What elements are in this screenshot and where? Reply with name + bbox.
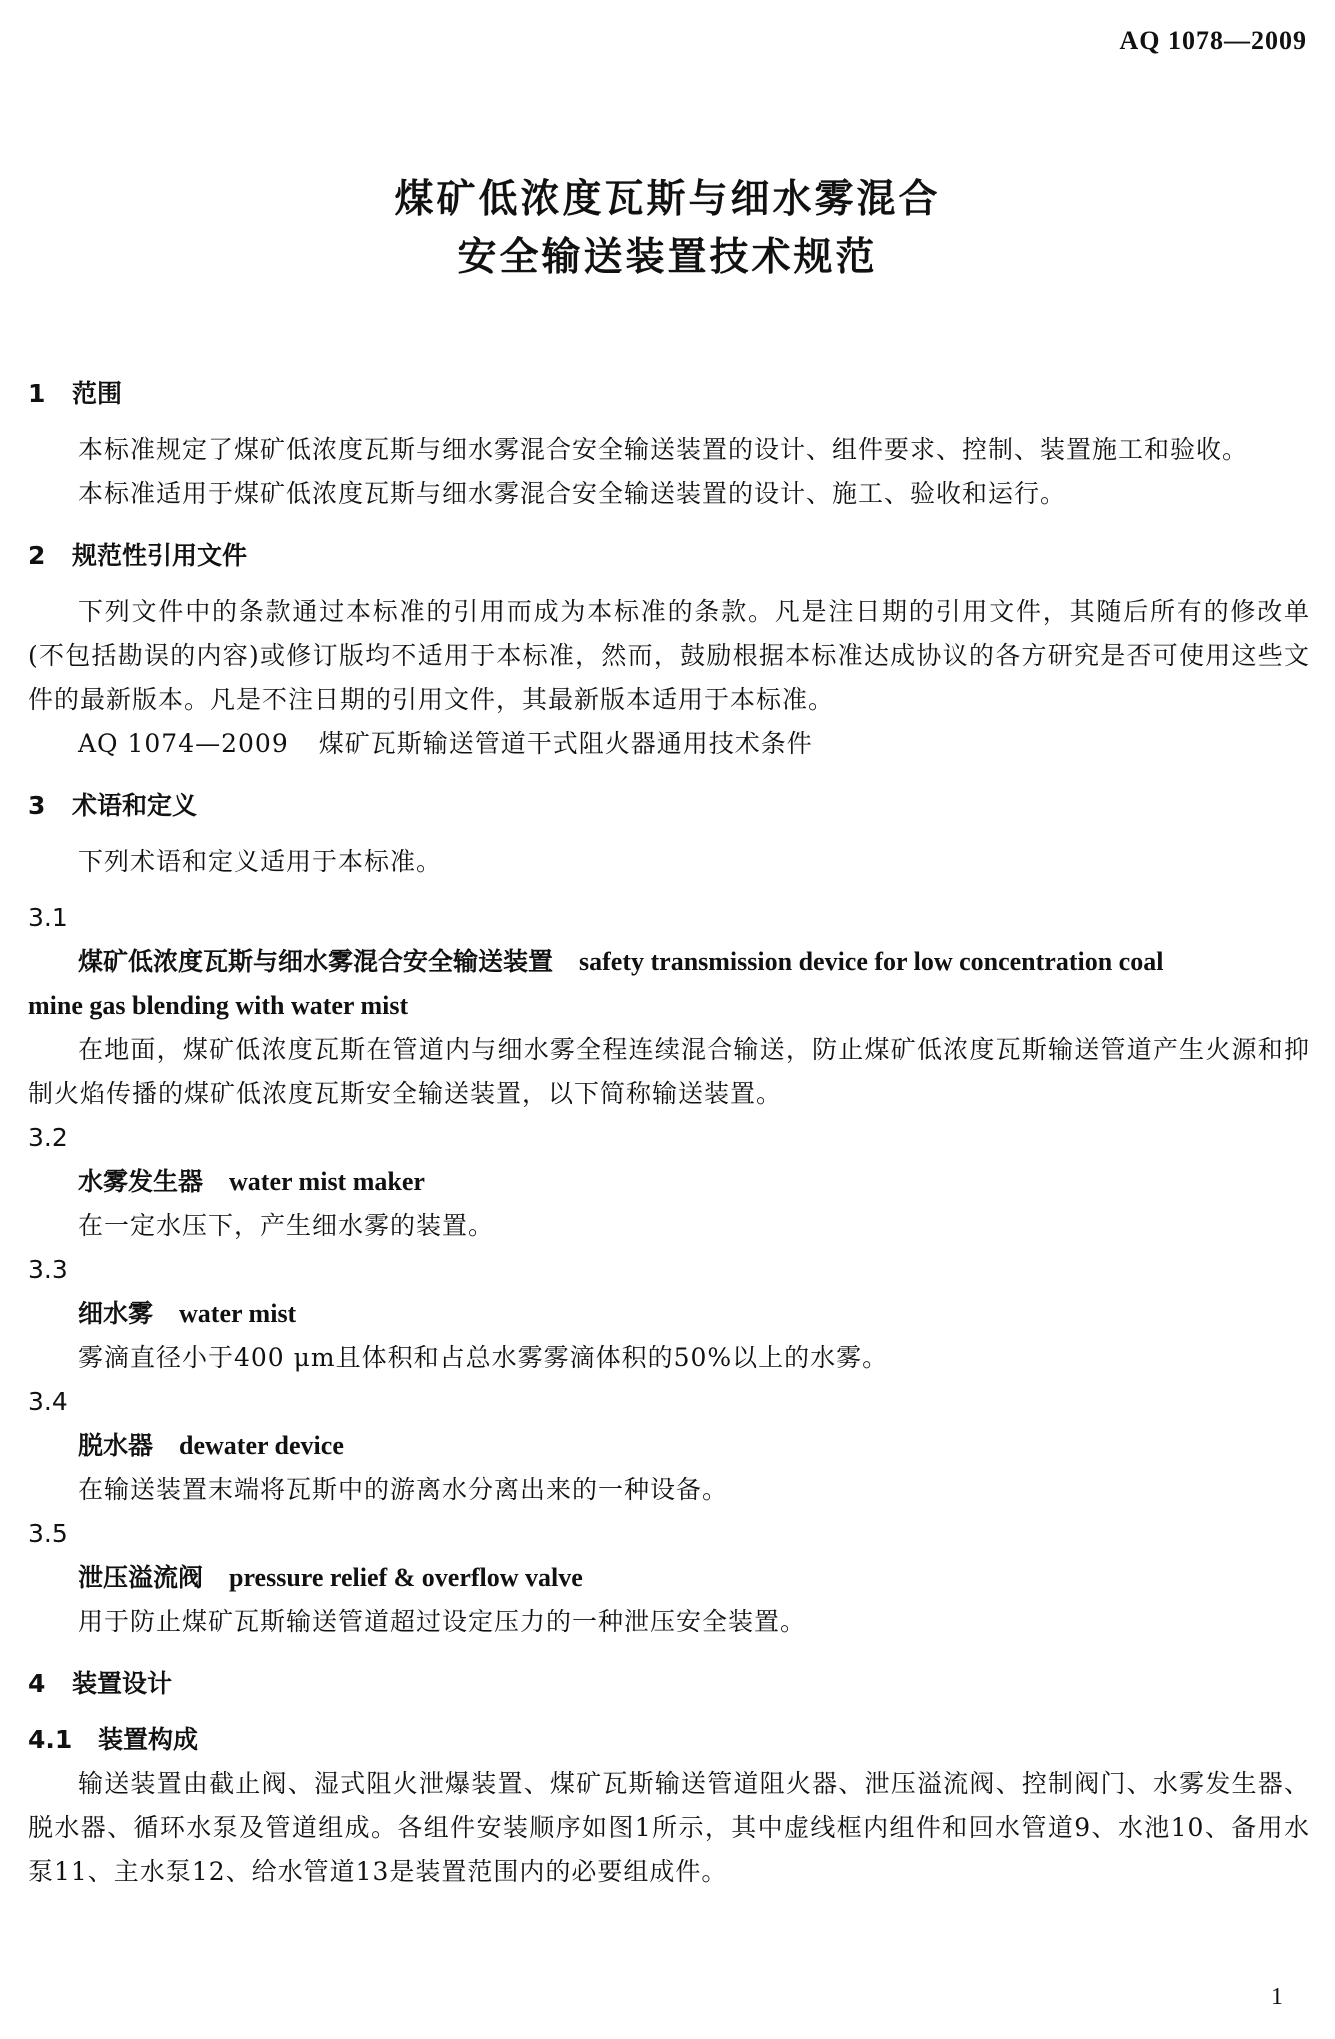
term-chinese: 细水雾: [78, 1299, 154, 1328]
page-number: 1: [1271, 1984, 1283, 2010]
term-english: safety transmission device for low concentration coal: [579, 947, 1164, 976]
reference-title: 煤矿瓦斯输送管道干式阻火器通用技术条件: [318, 729, 813, 758]
section-1-paragraph-1: 本标准规定了煤矿低浓度瓦斯与细水雾混合安全输送装置的设计、组件要求、控制、装置施工和验收。: [78, 435, 1249, 464]
reference-code: AQ 1074—2009: [78, 729, 289, 758]
clause-number: 3.4: [28, 1387, 68, 1416]
section-3-intro: 下列术语和定义适用于本标准。: [78, 847, 443, 876]
term-chinese: 泄压溢流阀: [78, 1563, 204, 1592]
section-4-paragraph-1: 输送装置由截止阀、湿式阻火泄爆装置、煤矿瓦斯输送管道阻火器、泄压溢流阀、控制阀门、水雾发生器、脱水器、循环水泵及管道组成。各组件安装顺序如图1所示，其中虚线框内组件和回水管道9、水池10、备用水泵11、主水泵12、给水管道13是装置范围内的必要组成件。: [28, 1769, 1310, 1886]
section-4-heading: [28, 1662, 1310, 1706]
term-definition: 雾滴直径小于400 μm且体积和占总水雾雾滴体积的50%以上的水雾。: [78, 1343, 889, 1372]
term-english: pressure relief & overflow valve: [229, 1563, 583, 1592]
section-title: 规范性引用文件: [72, 541, 248, 570]
section-title: 装置设计: [72, 1669, 173, 1698]
term-chinese: 水雾发生器: [78, 1167, 204, 1196]
section-title: 范围: [72, 379, 123, 408]
term-english-continued: mine gas blending with water mist: [28, 991, 409, 1020]
term-definition: 在输送装置末端将瓦斯中的游离水分离出来的一种设备。: [78, 1475, 729, 1504]
section-number: 1: [28, 379, 46, 408]
section-number: 4: [28, 1669, 46, 1698]
section-1-paragraph-2: 本标准适用于煤矿低浓度瓦斯与细水雾混合安全输送装置的设计、施工、验收和运行。: [78, 479, 1067, 508]
term-english: water mist: [179, 1299, 297, 1328]
document-title-line-1: 煤矿低浓度瓦斯与细水雾混合: [394, 177, 941, 222]
term-heading: [28, 1424, 1310, 1468]
clause-number: 3.1: [28, 903, 68, 932]
term-heading: [28, 940, 1310, 984]
clause-number: 3.3: [28, 1255, 68, 1284]
term-definition: 用于防止煤矿瓦斯输送管道超过设定压力的一种泄压安全装置。: [78, 1607, 807, 1636]
term-heading: [28, 1292, 1310, 1336]
term-definition: 在地面，煤矿低浓度瓦斯在管道内与细水雾全程连续混合输送，防止煤矿低浓度瓦斯输送管道产生火源和抑制火焰传播的煤矿低浓度瓦斯安全输送装置，以下简称输送装置。: [28, 1035, 1310, 1108]
subsection-4-1-heading: [28, 1718, 1310, 1762]
section-3-heading: [28, 784, 1310, 828]
section-1-heading: [28, 372, 1310, 416]
section-title: 术语和定义: [72, 791, 198, 820]
section-number: 3: [28, 791, 46, 820]
document-title-line-2: 安全输送装置技术规范: [457, 235, 878, 280]
term-english: dewater device: [179, 1431, 344, 1460]
section-2-paragraph-1: 下列文件中的条款通过本标准的引用而成为本标准的条款。凡是注日期的引用文件，其随后所有的修改单(不包括勘误的内容)或修订版均不适用于本标准，然而，鼓励根据本标准达成协议的各方研究是否可使用这些文件的最新版本。凡是不注日期的引用文件，其最新版本适用于本标准。: [28, 597, 1310, 714]
term-chinese: 煤矿低浓度瓦斯与细水雾混合安全输送装置: [78, 947, 554, 976]
section-number: 2: [28, 541, 46, 570]
standard-code: AQ 1078—2009: [1119, 26, 1307, 55]
section-2-heading: [28, 534, 1310, 578]
term-chinese: 脱水器: [78, 1431, 154, 1460]
subsection-number: 4.1: [28, 1725, 73, 1754]
normative-reference: [28, 722, 1310, 766]
term-heading: [28, 1160, 1310, 1204]
subsection-title: 装置构成: [98, 1725, 199, 1754]
term-english: water mist maker: [229, 1167, 425, 1196]
clause-number: 3.5: [28, 1519, 68, 1548]
term-heading: [28, 1556, 1310, 1600]
term-definition: 在一定水压下，产生细水雾的装置。: [78, 1211, 495, 1240]
clause-number: 3.2: [28, 1123, 68, 1152]
document-body: [28, 372, 1310, 1894]
